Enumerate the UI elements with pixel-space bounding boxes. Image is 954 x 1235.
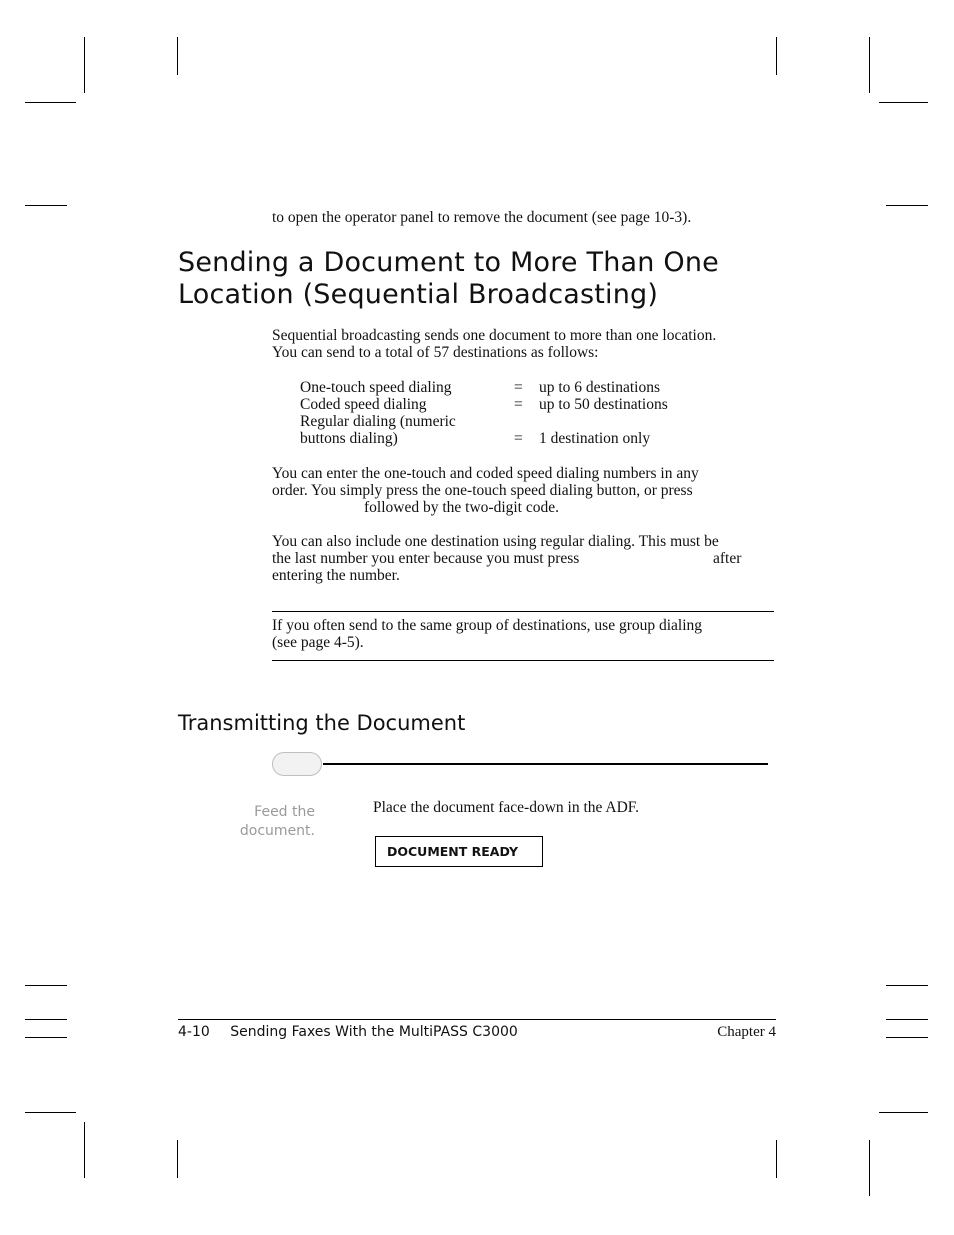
note-line2: (see page 4-5). <box>272 634 364 651</box>
crop-mark <box>25 102 76 103</box>
crop-mark <box>879 1112 928 1113</box>
table-row <box>300 396 668 413</box>
crop-mark <box>25 205 67 206</box>
summary-line1: Sequential broadcasting sends one document to more than one location. <box>272 327 717 344</box>
crop-mark <box>84 37 85 93</box>
order-line1: You can enter the one-touch and coded speed dialing numbers in any <box>272 465 699 482</box>
note-text <box>272 617 774 651</box>
lcd-display <box>375 836 543 867</box>
note-bottom-rule <box>272 660 774 661</box>
summary-line2: You can send to a total of 57 destinations as follows: <box>272 344 599 361</box>
note-line1: If you often send to the same group of destinations, use group dialing <box>272 617 703 634</box>
order-paragraph <box>272 465 782 516</box>
crop-mark <box>84 1122 85 1178</box>
destinations-table <box>300 379 668 447</box>
table-row <box>300 379 668 396</box>
dest-equals <box>514 413 539 430</box>
note-top-rule <box>272 611 774 612</box>
dest-equals: = <box>514 430 523 447</box>
footer-left <box>178 1024 518 1040</box>
crop-mark <box>776 1140 777 1178</box>
crop-mark <box>177 1140 178 1178</box>
regular-line2-end: after <box>713 550 742 567</box>
regular-line3: entering the number. <box>272 567 400 584</box>
crop-mark <box>869 37 870 93</box>
dest-method: Regular dialing (numeric <box>300 413 456 430</box>
crop-mark <box>886 1019 928 1020</box>
subsection-title: Transmitting the Document <box>178 711 466 735</box>
dest-equals: = <box>514 396 523 413</box>
step-1-marker <box>272 752 322 776</box>
dest-limit <box>539 413 668 430</box>
dest-equals: = <box>514 379 523 396</box>
table-row <box>300 430 668 447</box>
regular-line1: You can also include one destination using regular dialing. This must be <box>272 533 719 550</box>
dest-method: buttons dialing) <box>300 430 398 447</box>
table-row <box>300 413 668 430</box>
lcd-display-text: DOCUMENT READY <box>387 844 518 859</box>
section-title-line2: Location (Sequential Broadcasting) <box>178 279 659 310</box>
section-title <box>178 247 719 311</box>
dest-limit: up to 50 destinations <box>539 396 668 413</box>
crop-mark <box>177 37 178 75</box>
dest-method: Coded speed dialing <box>300 396 427 413</box>
step-1-label-line2: document. <box>239 823 315 839</box>
crop-mark <box>776 37 777 75</box>
dest-limit: 1 destination only <box>539 430 651 447</box>
crop-mark <box>886 985 928 986</box>
step-1-label-line1: Feed the <box>254 804 315 820</box>
intro-line: to open the operator panel to remove the document (see page 10-3). <box>272 209 692 226</box>
dest-limit: up to 6 destinations <box>539 379 660 396</box>
crop-mark <box>25 1037 67 1038</box>
footer-chapter: Chapter 4 <box>717 1024 776 1040</box>
step-1-label <box>200 803 315 841</box>
crop-mark <box>886 1037 928 1038</box>
section-title-line1: Sending a Document to More Than One <box>178 247 719 278</box>
crop-mark <box>25 1019 67 1020</box>
page-number: 4-10 <box>178 1024 210 1040</box>
crop-mark <box>25 985 67 986</box>
crop-mark <box>886 205 928 206</box>
crop-mark <box>25 1112 76 1113</box>
regular-line2-start: the last number you enter because you must press <box>272 550 580 567</box>
dest-method: One-touch speed dialing <box>300 379 452 396</box>
regular-dialing-paragraph <box>272 533 782 584</box>
order-line3: followed by the two-digit code. <box>364 499 559 516</box>
step-1-rule <box>323 763 768 765</box>
book-title: Sending Faxes With the MultiPASS C3000 <box>230 1024 518 1040</box>
crop-mark <box>879 102 928 103</box>
order-line2: order. You simply press the one-touch speed dialing button, or press <box>272 482 693 499</box>
crop-mark <box>869 1140 870 1196</box>
step-1-instruction: Place the document face-down in the ADF. <box>373 799 640 816</box>
footer-rule <box>178 1019 776 1020</box>
regular-line2 <box>272 550 782 567</box>
summary-paragraph <box>272 327 716 361</box>
